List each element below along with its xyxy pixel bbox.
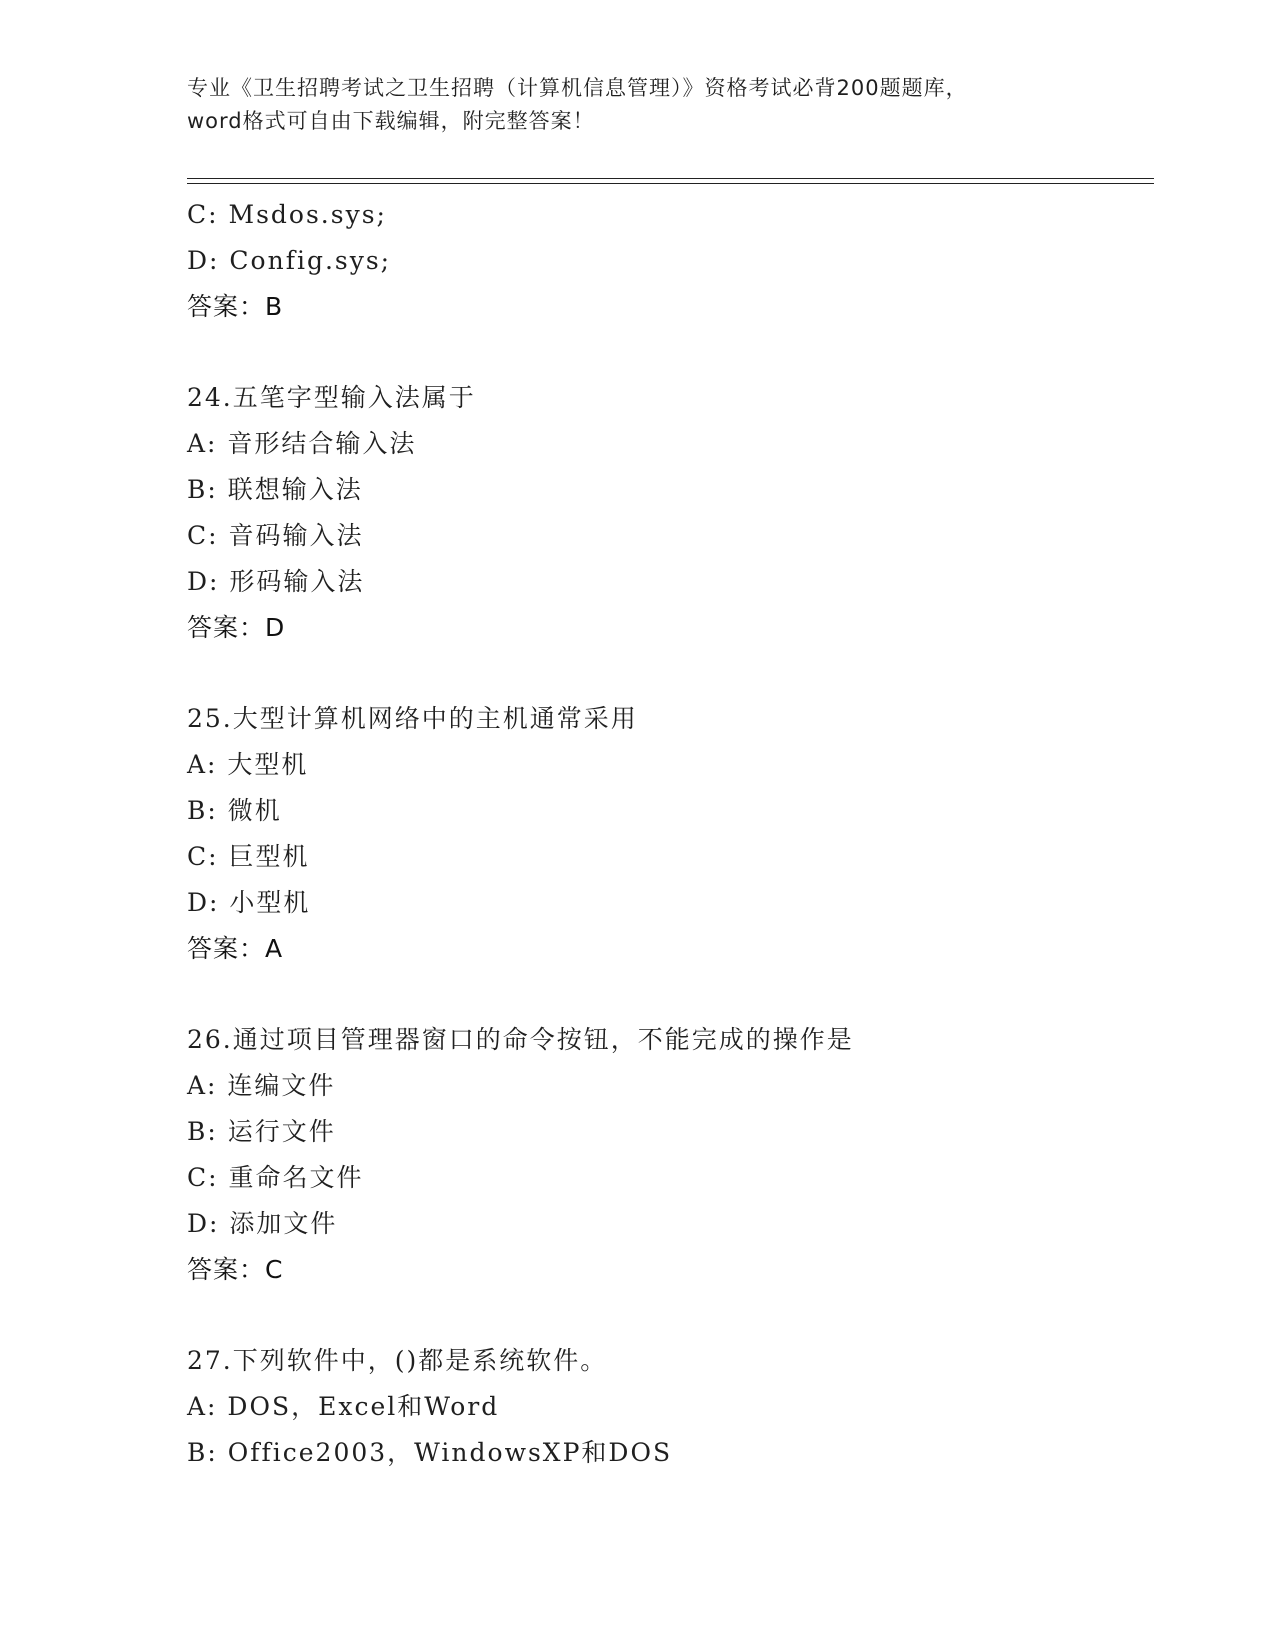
question-carryover [187, 192, 1147, 330]
spacer [187, 972, 1147, 1017]
header-title-line-1: 专业《卫生招聘考试之卫生招聘（计算机信息管理）》资格考试必背200题题库， [187, 76, 968, 100]
option-c: C: Msdos.sys; [187, 200, 387, 229]
option-c: C: 巨型机 [187, 842, 310, 871]
question-26 [187, 1017, 1147, 1293]
question-stem: 24.五笔字型输入法属于 [187, 383, 476, 412]
option-d: D: 添加文件 [187, 1209, 338, 1238]
option-a: A: DOS，Excel和Word [187, 1392, 500, 1421]
question-list [187, 192, 1147, 1476]
answer-label: 答案：C [187, 1255, 284, 1284]
option-a: A: 音形结合输入法 [187, 429, 417, 458]
option-a: A: 大型机 [187, 750, 309, 779]
option-b: B: 微机 [187, 796, 282, 825]
option-b: B: 联想输入法 [187, 475, 363, 504]
question-24 [187, 375, 1147, 651]
option-d: D: Config.sys; [187, 246, 392, 275]
spacer [187, 1293, 1147, 1338]
option-d: D: 形码输入法 [187, 567, 365, 596]
option-d: D: 小型机 [187, 888, 311, 917]
option-b: B: 运行文件 [187, 1117, 336, 1146]
spacer [187, 651, 1147, 696]
option-c: C: 音码输入法 [187, 521, 364, 550]
header-title-line-2: word格式可自由下载编辑，附完整答案！ [187, 109, 595, 133]
option-b: B: Office2003，WindowsXP和DOS [187, 1438, 673, 1467]
spacer [187, 330, 1147, 375]
question-27 [187, 1338, 1147, 1476]
option-c: C: 重命名文件 [187, 1163, 364, 1192]
header-divider [187, 178, 1154, 184]
question-stem: 25.大型计算机网络中的主机通常采用 [187, 704, 638, 733]
question-stem: 27.下列软件中，()都是系统软件。 [187, 1346, 608, 1375]
option-a: A: 连编文件 [187, 1071, 336, 1100]
answer-label: 答案：B [187, 292, 284, 321]
answer-label: 答案：D [187, 613, 286, 642]
question-25 [187, 696, 1147, 972]
question-stem: 26.通过项目管理器窗口的命令按钮，不能完成的操作是 [187, 1025, 854, 1054]
answer-label: 答案：A [187, 934, 284, 963]
document-header [187, 72, 1107, 138]
